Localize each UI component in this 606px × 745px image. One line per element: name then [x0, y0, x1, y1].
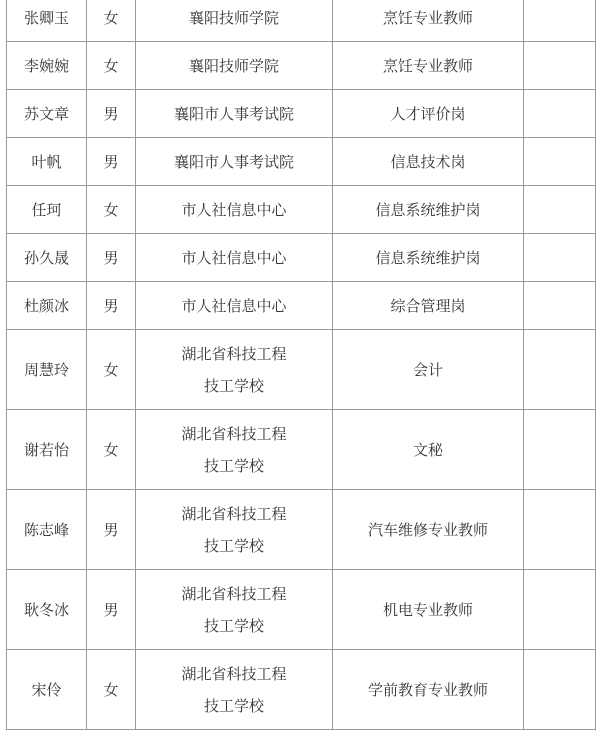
name-cell: 叶帆	[7, 138, 87, 186]
gender-cell: 男	[87, 490, 136, 570]
unit-cell	[136, 90, 333, 138]
unit-line: 襄阳技师学院	[188, 8, 279, 27]
table-row	[7, 0, 596, 42]
post-cell: 信息系统维护岗	[333, 234, 524, 282]
unit-line: 技工学校	[203, 456, 264, 475]
name-cell: 苏文章	[7, 90, 87, 138]
extra-cell	[524, 90, 596, 138]
post-cell: 文秘	[333, 410, 524, 490]
extra-cell	[524, 330, 596, 410]
gender-cell: 女	[87, 42, 136, 90]
extra-cell	[524, 138, 596, 186]
post-cell: 机电专业教师	[333, 570, 524, 650]
unit-cell	[136, 410, 333, 490]
personnel-table	[6, 0, 596, 730]
extra-cell	[524, 570, 596, 650]
unit-line: 湖北省科技工程	[181, 504, 287, 523]
unit-cell	[136, 490, 333, 570]
name-cell: 谢若怡	[7, 410, 87, 490]
extra-cell	[524, 282, 596, 330]
unit-line: 襄阳市人事考试院	[173, 104, 294, 123]
post-cell: 烹饪专业教师	[333, 0, 524, 42]
name-cell: 张卿玉	[7, 0, 87, 42]
unit-cell	[136, 186, 333, 234]
table-row	[7, 650, 596, 730]
name-cell: 耿冬冰	[7, 570, 87, 650]
table-row	[7, 42, 596, 90]
unit-line: 市人社信息中心	[181, 296, 287, 315]
gender-cell: 男	[87, 138, 136, 186]
unit-line: 湖北省科技工程	[181, 424, 287, 443]
unit-line: 技工学校	[203, 536, 264, 555]
gender-cell: 男	[87, 282, 136, 330]
post-cell: 会计	[333, 330, 524, 410]
unit-line: 湖北省科技工程	[181, 584, 287, 603]
post-cell: 烹饪专业教师	[333, 42, 524, 90]
table-row	[7, 570, 596, 650]
extra-cell	[524, 490, 596, 570]
extra-cell	[524, 234, 596, 282]
gender-cell: 女	[87, 410, 136, 490]
unit-line: 湖北省科技工程	[181, 344, 287, 363]
post-cell: 学前教育专业教师	[333, 650, 524, 730]
table-row	[7, 138, 596, 186]
table-row	[7, 90, 596, 138]
unit-cell	[136, 330, 333, 410]
table-row	[7, 186, 596, 234]
extra-cell	[524, 650, 596, 730]
unit-line: 襄阳技师学院	[188, 56, 279, 75]
unit-line: 技工学校	[203, 616, 264, 635]
name-cell: 杜颜冰	[7, 282, 87, 330]
table-row	[7, 410, 596, 490]
name-cell: 宋伶	[7, 650, 87, 730]
post-cell: 汽车维修专业教师	[333, 490, 524, 570]
table-body	[7, 0, 596, 730]
post-cell: 综合管理岗	[333, 282, 524, 330]
table-row	[7, 234, 596, 282]
gender-cell: 女	[87, 0, 136, 42]
post-cell: 信息技术岗	[333, 138, 524, 186]
gender-cell: 男	[87, 570, 136, 650]
name-cell: 周慧玲	[7, 330, 87, 410]
name-cell: 李婉婉	[7, 42, 87, 90]
unit-cell	[136, 650, 333, 730]
unit-line: 市人社信息中心	[181, 200, 287, 219]
extra-cell	[524, 42, 596, 90]
post-cell: 信息系统维护岗	[333, 186, 524, 234]
name-cell: 孙久晟	[7, 234, 87, 282]
post-cell: 人才评价岗	[333, 90, 524, 138]
extra-cell	[524, 410, 596, 490]
gender-cell: 女	[87, 330, 136, 410]
unit-line: 技工学校	[203, 376, 264, 395]
table-row	[7, 282, 596, 330]
extra-cell	[524, 0, 596, 42]
unit-line: 市人社信息中心	[181, 248, 287, 267]
table-row	[7, 330, 596, 410]
gender-cell: 女	[87, 650, 136, 730]
unit-line: 襄阳市人事考试院	[173, 152, 294, 171]
unit-cell	[136, 282, 333, 330]
unit-cell	[136, 0, 333, 42]
unit-cell	[136, 234, 333, 282]
name-cell: 陈志峰	[7, 490, 87, 570]
gender-cell: 男	[87, 234, 136, 282]
name-cell: 任珂	[7, 186, 87, 234]
table-row	[7, 490, 596, 570]
gender-cell: 男	[87, 90, 136, 138]
unit-cell	[136, 42, 333, 90]
unit-line: 湖北省科技工程	[181, 664, 287, 683]
unit-cell	[136, 138, 333, 186]
gender-cell: 女	[87, 186, 136, 234]
unit-cell	[136, 570, 333, 650]
extra-cell	[524, 186, 596, 234]
unit-line: 技工学校	[203, 696, 264, 715]
